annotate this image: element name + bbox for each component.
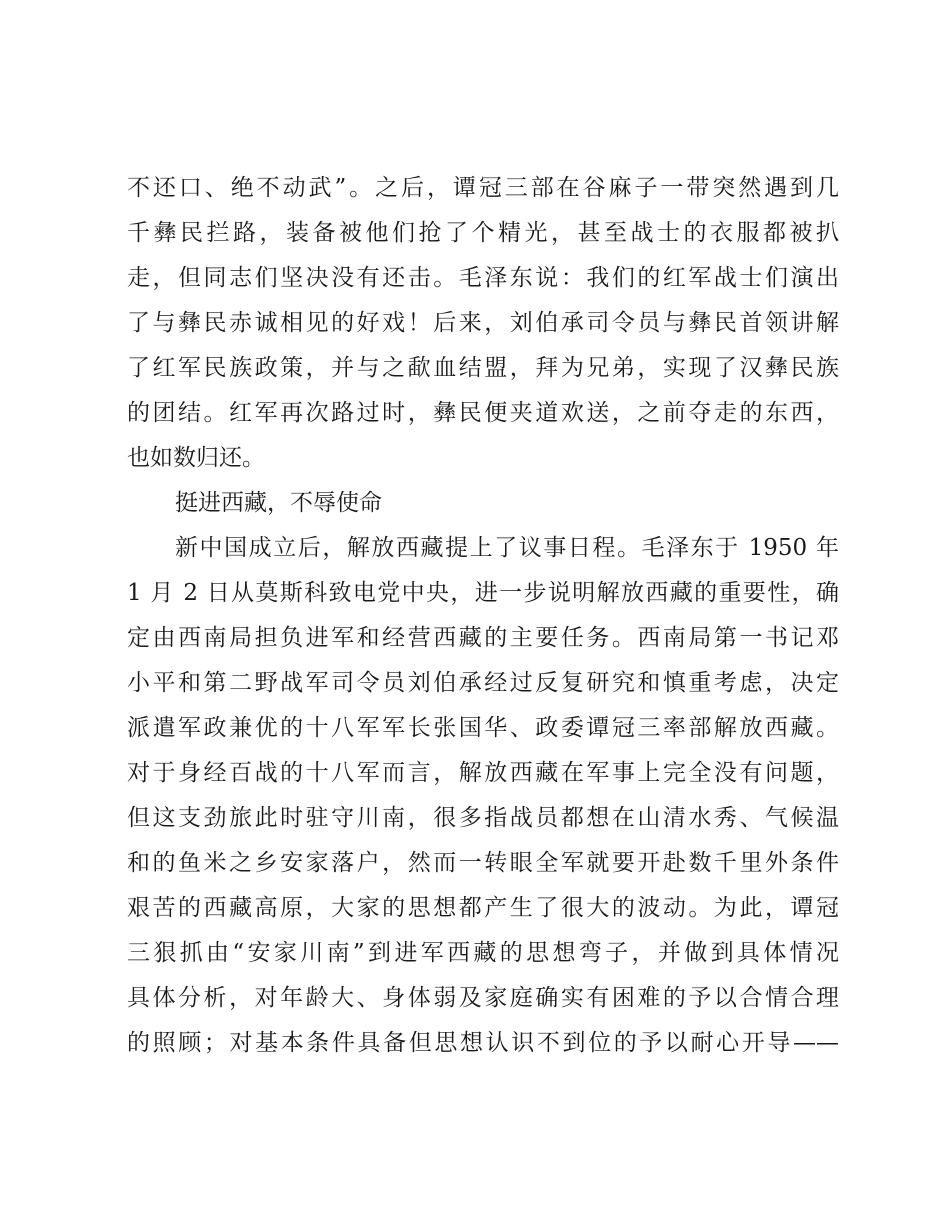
body-text [127,166,839,1066]
text-line: 和的鱼米之乡安家落户，然而一转眼全军就要开赴数千里外条件 [127,850,839,876]
text-line: 艰苦的西藏高原，大家的思想都产生了很大的波动。为此，谭冠 [127,895,839,921]
text-line: 定由西南局担负进军和经营西藏的主要任务。西南局第一书记邓 [127,625,839,651]
text-line: 千彝民拦路，装备被他们抢了个精光，甚至战士的衣服都被扒 [127,220,839,246]
text-line: 但这支劲旅此时驻守川南，很多指战员都想在山清水秀、气候温 [127,805,839,831]
text-line: 小平和第二野战军司令员刘伯承经过反复研究和慎重考虑，决定 [127,670,839,696]
text-line: 的团结。红军再次路过时，彝民便夹道欢送，之前夺走的东西， [127,400,839,426]
text-line: 了与彝民赤诚相见的好戏！后来，刘伯承司令员与彝民首领讲解 [127,310,839,336]
paragraph-2 [127,526,839,1066]
text-line: 派遣军政兼优的十八军军长张国华、政委谭冠三率部解放西藏。 [127,715,839,741]
section-heading: 挺进西藏，不辱使命 [175,490,382,516]
text-line: 新中国成立后，解放西藏提上了议事日程。毛泽东于 1950 年 [175,535,839,561]
text-line: 走，但同志们坚决没有还击。毛泽东说：我们的红军战士们演出 [127,265,839,291]
text-line: 了红军民族政策，并与之歃血结盟，拜为兄弟，实现了汉彝民族 [127,355,839,381]
text-line: 不还口、绝不动武”。之后，谭冠三部在谷麻子一带突然遇到几 [127,175,839,201]
text-line: 三狠抓由“安家川南”到进军西藏的思想弯子，并做到具体情况 [127,940,839,966]
text-line: 具体分析，对年龄大、身体弱及家庭确实有困难的予以合情合理 [127,985,839,1011]
text-line: 对于身经百战的十八军而言，解放西藏在军事上完全没有问题， [127,760,839,786]
paragraph-1 [127,166,839,481]
text-line: 的照顾；对基本条件具备但思想认识不到位的予以耐心开导—— [127,1030,839,1056]
text-line: 1 月 2 日从莫斯科致电党中央，进一步说明解放西藏的重要性，确 [127,580,839,606]
text-line: 也如数归还。 [127,445,265,471]
